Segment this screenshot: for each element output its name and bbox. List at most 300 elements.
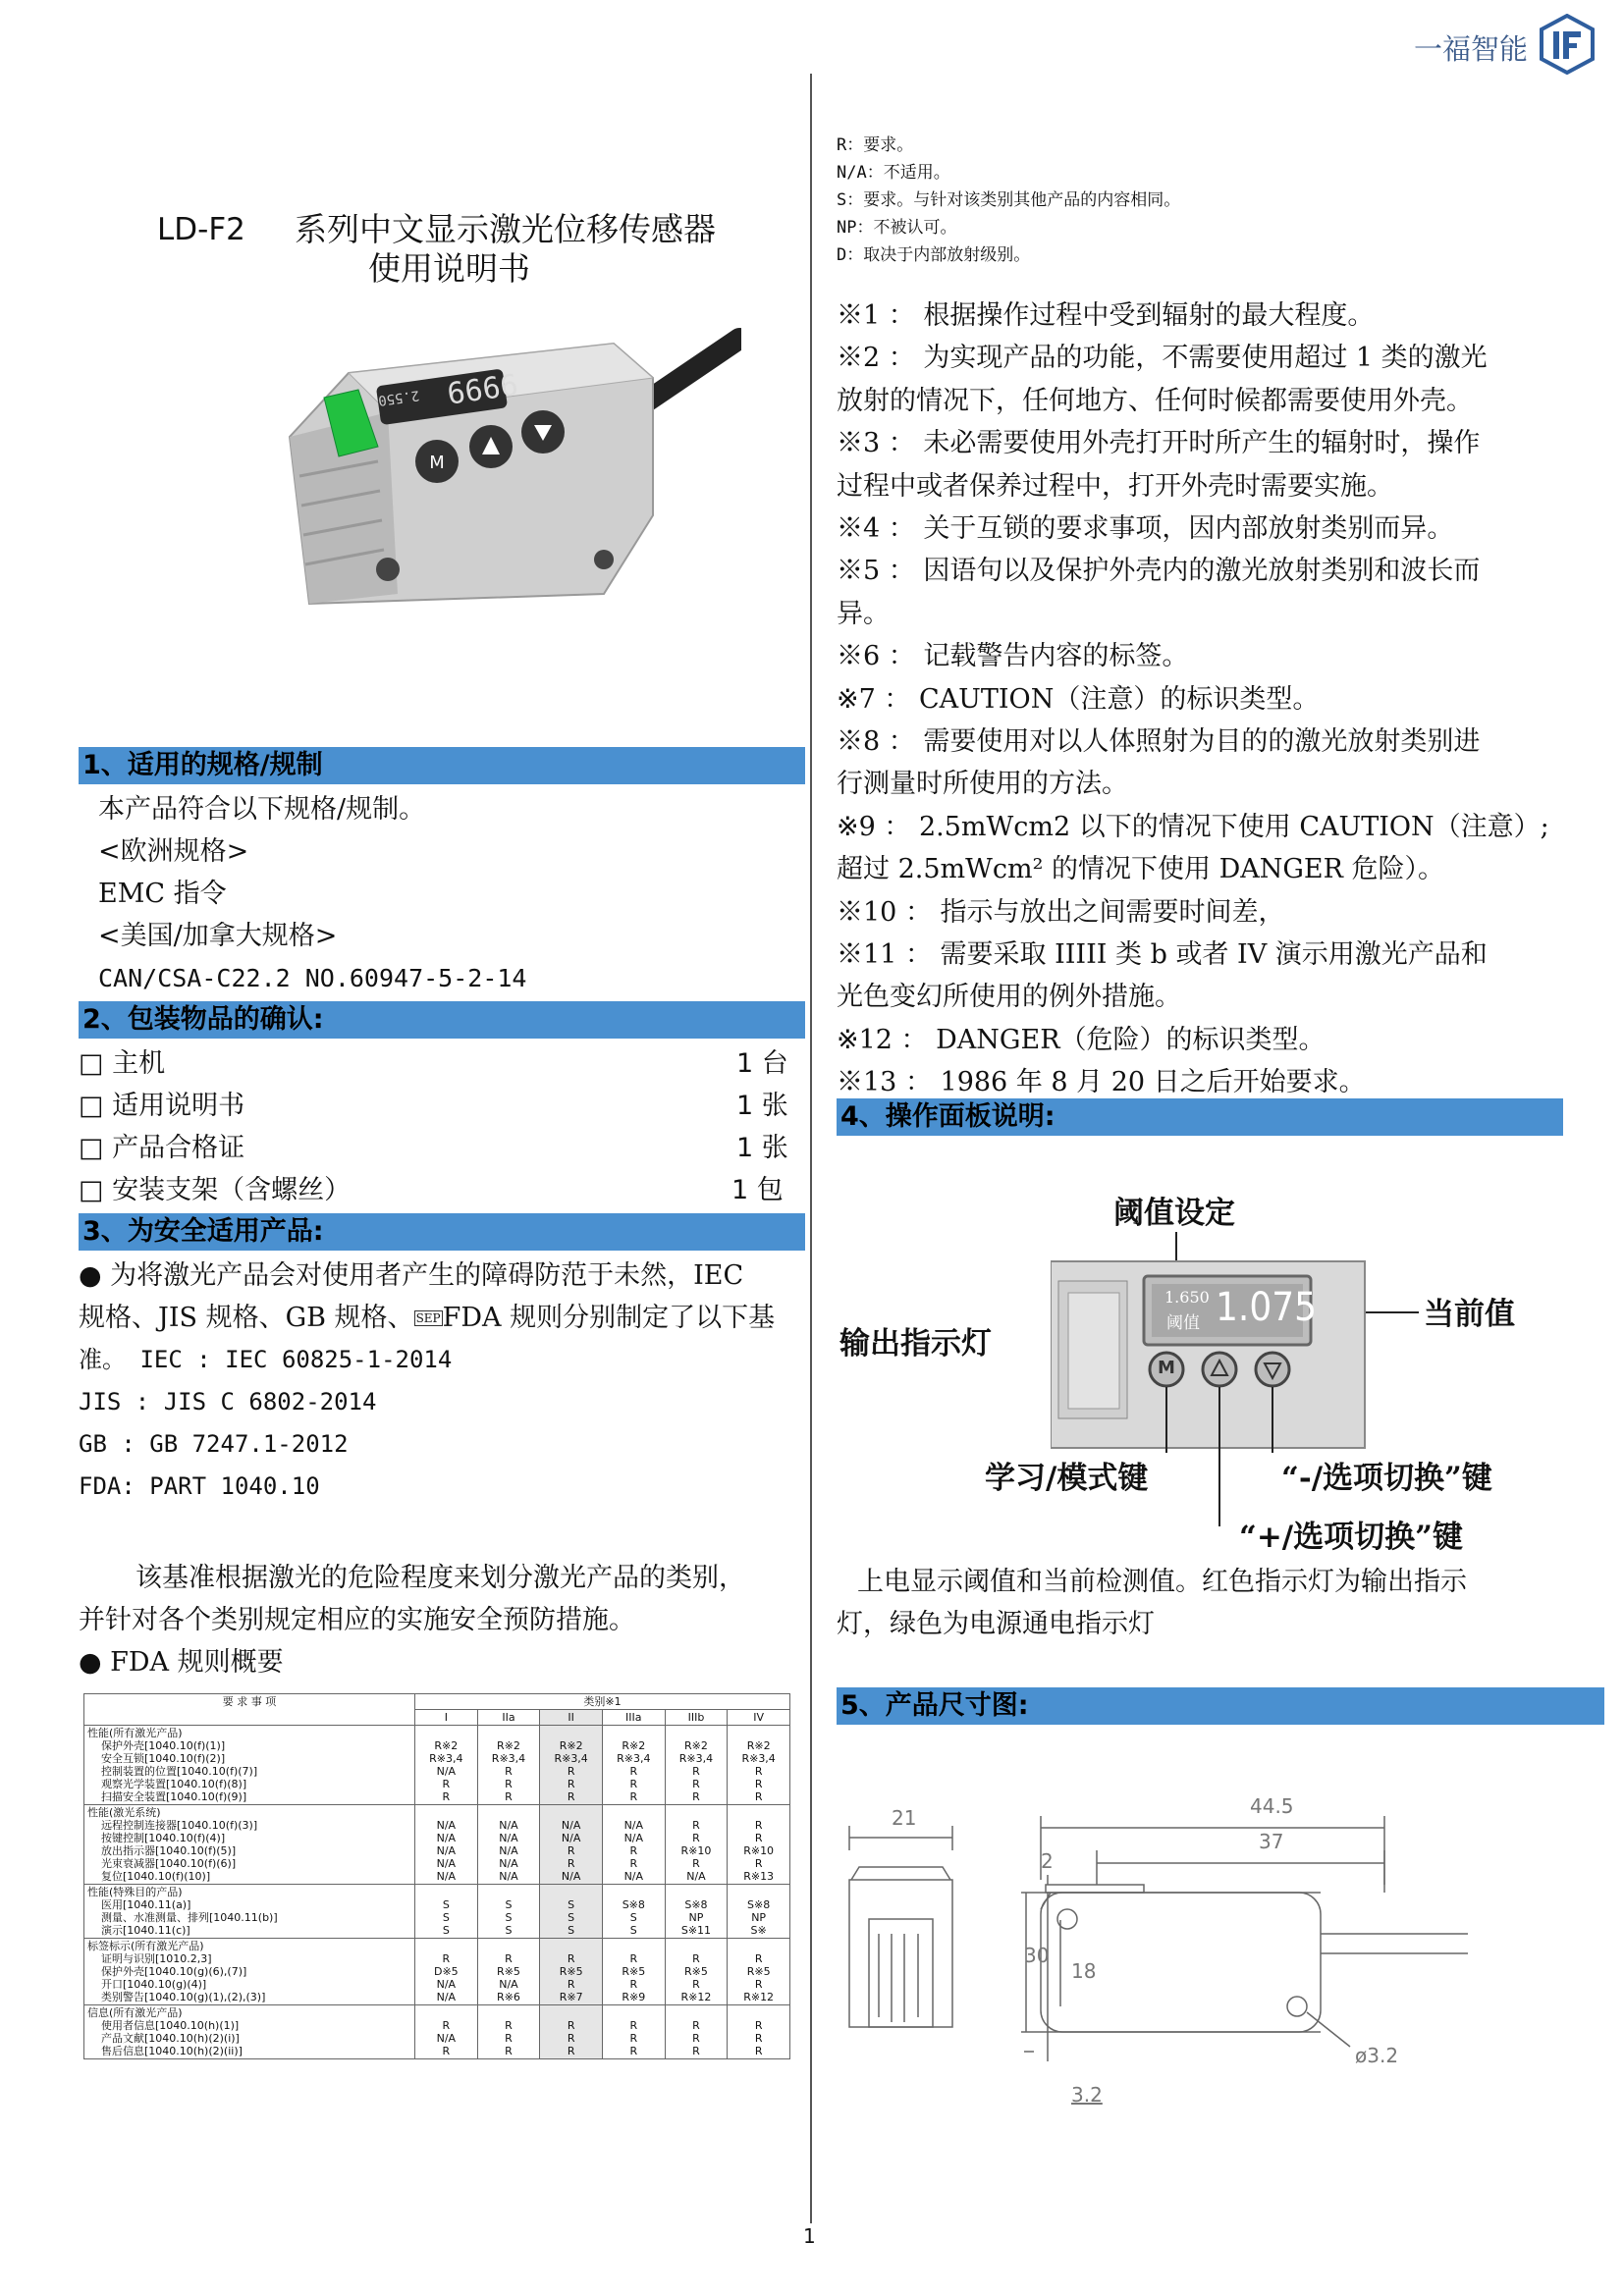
fda-cell-value: R※5 xyxy=(684,1965,708,1978)
fda-row-name: 保护外壳[1040.10(f)(1)] xyxy=(101,1739,226,1752)
fda-cell-spacer xyxy=(481,1940,537,1952)
fda-overview: ● FDA 规则概要 xyxy=(79,1647,284,1678)
fda-cell-value: N/A xyxy=(436,2032,457,2045)
fda-cell-value: N/A xyxy=(436,1819,457,1832)
fda-class-cell xyxy=(728,1939,790,2005)
fda-cell-value: N/A xyxy=(499,1857,518,1870)
sec4-desc: 灯，绿色为电源通电指示灯 xyxy=(837,1609,1155,1639)
page-number: 1 xyxy=(803,2224,816,2248)
package-item-qty: 1 张 xyxy=(736,1133,788,1163)
fda-cell-spacer xyxy=(606,1886,662,1898)
fda-cell-value: R xyxy=(754,1778,763,1790)
fda-class-cell xyxy=(540,1939,603,2005)
fda-row-name: 复位[1040.10(f)(10)] xyxy=(101,1870,211,1883)
fda-class-header: IIIa xyxy=(602,1710,665,1726)
sec3-line: ● 为将激光产品会对使用者产生的障碍防范于未然，IEC xyxy=(79,1260,744,1291)
package-item-name: □ 安装支架（含螺丝） xyxy=(79,1175,352,1205)
fda-cell-value: S xyxy=(442,1898,450,1911)
fda-cell-value: N/A xyxy=(436,1857,457,1870)
fda-cell-value: N/A xyxy=(623,1870,644,1883)
product-display-small: 2.550 xyxy=(377,387,421,408)
fda-cell-value: R xyxy=(505,1778,513,1790)
package-item-qty: 1 包 xyxy=(731,1175,784,1205)
note-line: 异。 xyxy=(837,598,890,629)
fda-cell-value: R xyxy=(567,1790,575,1803)
sec1-line: <欧洲规格> xyxy=(98,836,249,867)
fda-row-name: 开口[1040.10(g)(4)] xyxy=(101,1978,207,1991)
fda-cell-value: R xyxy=(505,2032,513,2045)
fda-cell-value: R※13 xyxy=(743,1870,775,1883)
note-line: 行测量时所使用的方法。 xyxy=(837,769,1128,800)
note-line: 放射的情况下，任何地方、任何时候都需要使用外壳。 xyxy=(837,385,1473,416)
note-line: ※6 ： 记载警告内容的标签。 xyxy=(837,641,1189,672)
fda-cell-value: R xyxy=(754,2032,763,2045)
fda-row-name: 保护外壳[1040.10(g)(6),(7)] xyxy=(101,1965,247,1978)
fda-row-name: 类别警告[1040.10(g)(1),(2),(3)] xyxy=(101,1991,266,2003)
fda-group-cell xyxy=(84,1726,415,1805)
fda-cell-value: N/A xyxy=(436,1870,457,1883)
fda-cell-value: R※3,4 xyxy=(678,1752,714,1765)
fda-class-cell xyxy=(728,1885,790,1939)
fda-cell-value: R xyxy=(754,2019,763,2032)
fda-cell-value: R※6 xyxy=(497,1991,520,2003)
fda-cell-value: R xyxy=(629,1778,638,1790)
fda-class-cell xyxy=(728,2005,790,2059)
fda-row-name: 测量、水准测量、排列[1040.11(b)] xyxy=(101,1911,278,1924)
fda-cell-value: R xyxy=(692,1790,700,1803)
fda-cell-value: N/A xyxy=(623,1819,644,1832)
fda-cell-spacer xyxy=(606,1806,662,1819)
fda-cell-value: R※2 xyxy=(434,1739,459,1752)
fda-cell-value: NP xyxy=(751,1911,767,1924)
fda-cell-value: R xyxy=(442,2045,451,2057)
fda-class-cell xyxy=(728,1726,790,1805)
fda-cell-value: R xyxy=(567,2045,575,2057)
fda-cell-spacer xyxy=(543,1727,599,1739)
dimension-drawing xyxy=(839,1787,1468,2140)
fda-cell-spacer xyxy=(669,1940,725,1952)
fda-class-cell xyxy=(602,1885,665,1939)
fda-cell-value: R xyxy=(505,1790,513,1803)
svg-text:M: M xyxy=(429,453,445,473)
fda-cell-value: R xyxy=(629,1790,638,1803)
fda-cell-value: N/A xyxy=(499,1819,518,1832)
fda-cell-value: N/A xyxy=(499,1844,518,1857)
fda-class-cell xyxy=(415,1726,478,1805)
fda-cell-spacer xyxy=(418,2006,474,2019)
fda-row-name: 证明与识别[1010.2,3] xyxy=(101,1952,212,1965)
fda-row-name: 产品文献[1040.10(h)(2)(i)] xyxy=(101,2032,240,2045)
fda-cell-spacer xyxy=(606,2006,662,2019)
fda-cell-value: N/A xyxy=(686,1870,706,1883)
fda-cell-spacer xyxy=(543,1940,599,1952)
fda-class-cell xyxy=(415,1939,478,2005)
fda-class-header: IIIb xyxy=(665,1710,728,1726)
fda-cell-spacer xyxy=(418,1886,474,1898)
panel-display-label: 阈值 xyxy=(1166,1313,1200,1333)
fda-row-name: 售后信息[1040.10(h)(2)(ii)] xyxy=(101,2045,243,2057)
fda-cell-value: R xyxy=(692,2032,700,2045)
fda-cell-spacer xyxy=(606,1727,662,1739)
note-line: ※10 ： 指示与放出之间需要时间差， xyxy=(837,896,1285,928)
sec1-line: <美国/加拿大规格> xyxy=(98,921,338,951)
fda-cell-value: R xyxy=(629,2032,638,2045)
fda-cell-value: R xyxy=(505,1765,513,1778)
fda-class-cell xyxy=(477,1939,540,2005)
fda-cell-value: S※8 xyxy=(747,1898,771,1911)
fda-group-title: 性能(所有激光产品) xyxy=(87,1727,183,1739)
note-line: 超过 2.5mWcm² 的情况下使用 DANGER 危险）。 xyxy=(837,854,1445,885)
fda-class-cell xyxy=(665,1726,728,1805)
fda-cell-value: S xyxy=(505,1911,513,1924)
fda-class-cell xyxy=(602,2005,665,2059)
label-current: 当前值 xyxy=(1424,1297,1515,1332)
fda-group-title: 性能(激光系统) xyxy=(87,1806,161,1819)
fda-cell-value: R※3,4 xyxy=(741,1752,776,1765)
fda-cell-value: S xyxy=(629,1911,637,1924)
fda-cell-value: S xyxy=(442,1911,450,1924)
fda-row-name: 医用[1040.11(a)] xyxy=(101,1898,191,1911)
package-item-qty: 1 台 xyxy=(736,1048,788,1079)
fda-cell-value: S※11 xyxy=(680,1924,712,1937)
note-line: ※3 ： 未必需要使用外壳打开时所产生的辐射时，操作 xyxy=(837,428,1481,459)
fda-cell-value: R※5 xyxy=(497,1965,520,1978)
fda-cell-value: R xyxy=(692,1857,700,1870)
fda-cell-value: S※ xyxy=(750,1924,767,1937)
fda-cell-value: S※8 xyxy=(684,1898,708,1911)
fda-group-cell xyxy=(84,1805,415,1885)
fda-class-header: IIa xyxy=(477,1710,540,1726)
fda-cell-value: R xyxy=(629,1978,638,1991)
fda-class-cell xyxy=(665,1939,728,2005)
title-line-1: 系列中文显示激光位移传感器 xyxy=(295,210,716,248)
fda-cell-value: R※12 xyxy=(680,1991,712,2003)
fda-cell-value: S※8 xyxy=(622,1898,645,1911)
section-3-heading: 3、为安全适用产品: xyxy=(79,1213,805,1251)
fda-cell-spacer xyxy=(731,2006,786,2019)
dim-18: 18 xyxy=(1071,1959,1097,1983)
package-item-name: □ 主机 xyxy=(79,1048,166,1079)
fda-cell-value: N/A xyxy=(561,1832,581,1844)
brand-name: 一福智能 xyxy=(1414,32,1529,66)
fda-cell-value: R xyxy=(692,1778,700,1790)
fda-class-header: IV xyxy=(728,1710,790,1726)
fda-table-wrap xyxy=(83,1693,790,2169)
fda-cell-value: R※3,4 xyxy=(554,1752,588,1765)
sec1-line: CAN/CSA-C22.2 NO.60947-5-2-14 xyxy=(98,964,527,992)
fda-cell-value: S xyxy=(442,1924,450,1937)
fda-cell-value: S xyxy=(568,1898,575,1911)
fda-cell-spacer xyxy=(481,1886,537,1898)
fda-cell-value: N/A xyxy=(436,1765,457,1778)
fda-cell-value: R xyxy=(505,2019,513,2032)
fda-header-cat: 类别※1 xyxy=(415,1694,790,1710)
section-1-heading: 1、适用的规格/规制 xyxy=(79,747,805,784)
fda-cell-value: R xyxy=(754,1952,763,1965)
label-plus-key: “+/选项切换”键 xyxy=(1239,1520,1463,1555)
fda-row-name: 扫描安全装置[1040.10(f)(9)] xyxy=(101,1790,247,1803)
fda-cell-value: R xyxy=(505,2045,513,2057)
fda-cell-value: R xyxy=(629,1952,638,1965)
fda-row-name: 远程控制连接器[1040.10(f)(3)] xyxy=(101,1819,258,1832)
legend-line: N/A：不适用。 xyxy=(837,163,950,183)
fda-class-cell xyxy=(415,1885,478,1939)
fda-cell-spacer xyxy=(731,1886,786,1898)
note-line: 过程中或者保养过程中，打开外壳时需要实施。 xyxy=(837,470,1393,502)
fda-cell-value: N/A xyxy=(499,1978,518,1991)
fda-cell-value: R xyxy=(629,2045,638,2057)
fda-cell-value: R xyxy=(754,1765,763,1778)
fda-class-cell xyxy=(665,2005,728,2059)
fda-cell-value: R xyxy=(567,1857,575,1870)
sec3-line xyxy=(79,1297,775,1340)
mode-button[interactable]: M xyxy=(1158,1358,1175,1378)
fda-group-title: 性能(特殊目的产品) xyxy=(87,1886,183,1898)
fda-cell-value: R xyxy=(567,1765,575,1778)
fda-cell-value: R xyxy=(692,1952,700,1965)
fda-cell-value: S xyxy=(568,1924,575,1937)
fda-class-cell xyxy=(602,1726,665,1805)
fda-row-name: 安全互锁[1040.10(f)(2)] xyxy=(101,1752,226,1765)
sec3-line-part: FDA 规则分别制定了以下基 xyxy=(442,1303,776,1333)
dim-2: 2 xyxy=(1041,1849,1054,1873)
fda-cell-spacer xyxy=(418,1940,474,1952)
fda-cell-value: NP xyxy=(688,1911,704,1924)
fda-cell-value: R※7 xyxy=(559,1991,583,2003)
fda-class-header: II xyxy=(540,1710,603,1726)
legend-line: NP：不被认可。 xyxy=(837,218,957,238)
fda-cell-value: R xyxy=(442,1790,451,1803)
fda-cell-value: R※3,4 xyxy=(491,1752,526,1765)
sec3-line: FDA: PART 1040.10 xyxy=(79,1472,320,1500)
fda-row-name: 演示[1040.11(c)] xyxy=(101,1924,190,1937)
fda-cell-value: R※2 xyxy=(497,1739,520,1752)
fda-cell-value: R xyxy=(692,1832,700,1844)
fda-cell-value: R※5 xyxy=(746,1965,771,1978)
note-line: ※1 ： 根据操作过程中受到辐射的最大程度。 xyxy=(837,300,1375,331)
legend-line: D：取决于内部放射级别。 xyxy=(837,245,1031,265)
fda-class-cell xyxy=(540,1726,603,1805)
fda-cell-value: R xyxy=(754,1819,763,1832)
fda-cell-value: R※5 xyxy=(559,1965,583,1978)
fda-class-cell xyxy=(477,1885,540,1939)
label-output-led: 输出指示灯 xyxy=(839,1326,992,1362)
fda-class-cell xyxy=(540,1885,603,1939)
fda-cell-value: R※2 xyxy=(622,1739,646,1752)
fda-group-cell xyxy=(84,1939,415,2005)
fda-cell-value: R※10 xyxy=(680,1844,712,1857)
fda-cell-value: R※3,4 xyxy=(429,1752,463,1765)
fda-cell-value: R※2 xyxy=(746,1739,771,1752)
fda-cell-value: R xyxy=(692,1765,700,1778)
title-line-2: 使用说明书 xyxy=(368,249,530,288)
fda-class-cell xyxy=(728,1805,790,1885)
dim-37: 37 xyxy=(1259,1830,1284,1853)
fda-cell-value: R xyxy=(629,1765,638,1778)
fda-group-cell xyxy=(84,1885,415,1939)
fda-cell-value: S xyxy=(505,1924,513,1937)
fda-class-cell xyxy=(665,1805,728,1885)
fda-cell-value: R※12 xyxy=(743,1991,775,2003)
fda-table xyxy=(83,1693,790,2059)
fda-cell-value: R※10 xyxy=(743,1844,775,1857)
label-minus-key: “-/选项切换”键 xyxy=(1281,1461,1492,1496)
fda-class-cell xyxy=(540,2005,603,2059)
note-line: ※11 ： 需要采取 IIIII 类 b 或者 IV 演示用激光产品和 xyxy=(837,939,1488,970)
sec1-line: EMC 指令 xyxy=(98,879,227,909)
fda-cell-value: N/A xyxy=(561,1870,581,1883)
fda-cell-value: R xyxy=(442,1952,451,1965)
fda-cell-spacer xyxy=(731,1940,786,1952)
fda-cell-value: N/A xyxy=(499,1832,518,1844)
fda-group-cell xyxy=(84,2005,415,2059)
fda-row-name: 使用者信息[1040.10(h)(1)] xyxy=(101,2019,240,2032)
fda-cell-value: R xyxy=(692,1819,700,1832)
fda-cell-spacer xyxy=(481,1727,537,1739)
fda-cell-spacer xyxy=(669,1727,725,1739)
fda-cell-value: R xyxy=(567,1978,575,1991)
fda-cell-value: R xyxy=(567,1952,575,1965)
note-line: 光色变幻所使用的例外措施。 xyxy=(837,982,1181,1013)
note-line: ※13 ： 1986 年 8 月 20 日之后开始要求。 xyxy=(837,1067,1366,1098)
fda-cell-spacer xyxy=(606,1940,662,1952)
product-image xyxy=(280,319,741,614)
fda-cell-value: R xyxy=(567,1778,575,1790)
fda-cell-value: R xyxy=(692,2045,700,2057)
fda-cell-spacer xyxy=(731,1727,786,1739)
model-name: LD-F2 xyxy=(157,212,245,247)
fda-cell-value: R xyxy=(567,1844,575,1857)
fda-cell-value: R xyxy=(754,1832,763,1844)
fda-class-cell xyxy=(477,1805,540,1885)
fda-cell-value: R※3,4 xyxy=(617,1752,651,1765)
note-line: ※8 ： 需要使用对以人体照射为目的的激光放射类别进 xyxy=(837,726,1481,757)
sec3-line-part: 规格、JIS 规格、GB 规格、 xyxy=(79,1303,414,1333)
fda-cell-spacer xyxy=(669,1806,725,1819)
fda-cell-value: R※5 xyxy=(622,1965,646,1978)
fda-cell-value: N/A xyxy=(436,1832,457,1844)
fda-cell-spacer xyxy=(543,2006,599,2019)
fda-cell-value: S xyxy=(568,1911,575,1924)
fda-cell-value: R xyxy=(629,1844,638,1857)
panel-display-small: 1.650 xyxy=(1164,1288,1210,1307)
label-mode-key: 学习/模式键 xyxy=(985,1461,1149,1496)
fda-header-req: 要 求 事 项 xyxy=(84,1694,415,1726)
fda-group-title: 标签标示(所有激光产品) xyxy=(87,1940,204,1952)
fda-cell-value: R※2 xyxy=(684,1739,708,1752)
legend-line: R：要求。 xyxy=(837,135,914,155)
fda-class-cell xyxy=(540,1805,603,1885)
column-divider xyxy=(810,74,812,2223)
section-5-heading: 5、产品尺寸图: xyxy=(837,1687,1604,1725)
fda-cell-value: D※5 xyxy=(433,1965,459,1978)
fda-cell-value: N/A xyxy=(499,1870,518,1883)
note-line: ※7 ： CAUTION（注意）的标识类型。 xyxy=(837,683,1320,715)
fda-cell-value: R xyxy=(442,2019,451,2032)
sec3-line: 准。 IEC : IEC 60825-1-2014 xyxy=(79,1346,453,1373)
fda-row-name: 观察光学装置[1040.10(f)(8)] xyxy=(101,1778,247,1790)
fda-row-name: 控制装置的位置[1040.10(f)(7)] xyxy=(101,1765,258,1778)
fda-cell-spacer xyxy=(669,2006,725,2019)
fda-class-cell xyxy=(602,1805,665,1885)
section-2-heading: 2、包装物品的确认: xyxy=(79,1001,805,1039)
fda-class-cell xyxy=(477,1726,540,1805)
fda-cell-spacer xyxy=(418,1806,474,1819)
dim-30: 30 xyxy=(1024,1944,1050,1967)
fda-cell-value: R xyxy=(754,2045,763,2057)
fda-class-cell xyxy=(477,2005,540,2059)
fda-cell-value: R xyxy=(629,2019,638,2032)
dim-hole: ø3.2 xyxy=(1355,2044,1399,2067)
fda-cell-value: R xyxy=(567,2032,575,2045)
package-item-qty: 1 张 xyxy=(736,1091,788,1121)
fda-cell-value: R※9 xyxy=(622,1991,646,2003)
fda-class-cell xyxy=(415,2005,478,2059)
fda-cell-value: N/A xyxy=(436,1991,457,2003)
fda-cell-value: R xyxy=(692,2019,700,2032)
note-line: ※12 ： DANGER（危险）的标识类型。 xyxy=(837,1024,1326,1055)
fda-cell-value: R xyxy=(754,1978,763,1991)
operation-panel-diagram xyxy=(1051,1232,1443,1526)
note-line: ※9 ： 2.5mWcm2 以下的情况下使用 CAUTION（注意）; xyxy=(837,811,1549,842)
fda-cell-spacer xyxy=(669,1886,725,1898)
sep-glyph: SEP xyxy=(415,1311,441,1325)
fda-cell-value: S xyxy=(629,1924,637,1937)
note-line: ※4 ： 关于互锁的要求事项，因内部放射类别而异。 xyxy=(837,513,1454,544)
package-item-name: □ 适用说明书 xyxy=(79,1091,245,1121)
fda-cell-value: R xyxy=(629,1857,638,1870)
dim-44-5: 44.5 xyxy=(1250,1794,1294,1818)
fda-cell-spacer xyxy=(481,1806,537,1819)
fda-group-title: 信息(所有激光产品) xyxy=(87,2006,183,2019)
sec4-desc: 上电显示阈值和当前检测值。红色指示灯为输出指示 xyxy=(857,1567,1467,1597)
product-display-big: 9999 xyxy=(444,365,520,409)
note-line: ※5 ： 因语句以及保护外壳内的激光放射类别和波长而 xyxy=(837,556,1481,587)
fda-cell-value: N/A xyxy=(436,1844,457,1857)
fda-class-cell xyxy=(665,1885,728,1939)
fda-cell-value: R xyxy=(754,1857,763,1870)
fda-cell-value: N/A xyxy=(436,1978,457,1991)
fda-cell-spacer xyxy=(418,1727,474,1739)
package-item-name: □ 产品合格证 xyxy=(79,1133,245,1163)
fda-class-cell xyxy=(602,1939,665,2005)
fda-cell-value: R xyxy=(505,1952,513,1965)
fda-cell-value: N/A xyxy=(623,1832,644,1844)
fda-cell-value: R xyxy=(442,1778,451,1790)
dim-21: 21 xyxy=(892,1806,917,1830)
fda-row-name: 放出指示器[1040.10(f)(5)] xyxy=(101,1844,237,1857)
fda-cell-spacer xyxy=(543,1806,599,1819)
legend-line: S：要求。与针对该类别其他产品的内容相同。 xyxy=(837,190,1181,210)
fda-class-header: I xyxy=(415,1710,478,1726)
panel-display-big: 1.075 xyxy=(1216,1285,1317,1330)
note-line: ※2 ： 为实现产品的功能，不需要使用超过 1 类的激光 xyxy=(837,343,1488,374)
sec1-line: 本产品符合以下规格/规制。 xyxy=(98,794,426,825)
fda-row-name: 光束衰减器[1040.10(f)(6)] xyxy=(101,1857,237,1870)
sec3-line: JIS : JIS C 6802-2014 xyxy=(79,1388,377,1415)
dim-3-2: 3.2 xyxy=(1071,2083,1103,2107)
fda-class-cell xyxy=(415,1805,478,1885)
fda-cell-value: R xyxy=(754,1790,763,1803)
fda-cell-spacer xyxy=(543,1886,599,1898)
sec3-para: 并针对各个类别规定相应的实施安全预防措施。 xyxy=(79,1605,635,1635)
brand-logo xyxy=(1540,14,1595,75)
fda-cell-value: R xyxy=(567,2019,575,2032)
fda-cell-value: R※2 xyxy=(559,1739,583,1752)
label-threshold: 阈值设定 xyxy=(1113,1196,1235,1231)
section-4-heading: 4、操作面板说明: xyxy=(837,1098,1563,1136)
fda-cell-value: N/A xyxy=(561,1819,581,1832)
